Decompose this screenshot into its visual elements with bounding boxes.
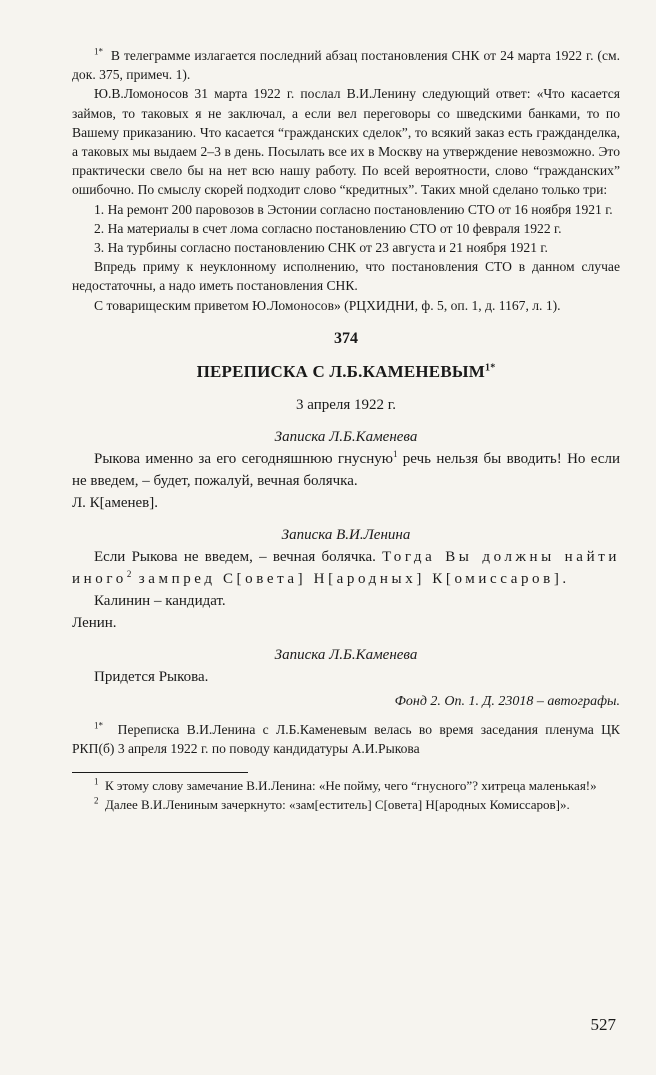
note2-text [72, 546, 620, 590]
footnote-ref-1: 1 [392, 448, 398, 459]
note1-text-b: речь нельзя бы вводить! Но если не введем, – будет, пожалуй, вечная болячка. [72, 450, 620, 489]
footnote-1-mark: 1 [94, 776, 99, 787]
note3-text: Придется Рыкова. [94, 668, 209, 685]
top-note-signature: С товарищеским приветом Ю.Ломоносов» (РЦХИДНИ, ф. 5, оп. 1, д. 1167, л. 1). [94, 297, 561, 313]
note2-text-a: Если Рыкова не введем, – вечная болячка. [94, 548, 383, 565]
top-note-final: Впредь приму к неуклонному исполнению, что постановления СТО в данном случае недостаточны, а надо иметь постановления СНК. [72, 259, 620, 294]
note-text: В телеграмме излагается последний абзац постановления СНК от 24 марта 1922 г. (см. док. 375, примеч. 1). [72, 48, 620, 83]
document-date: 3 апреля 1922 г. [296, 396, 396, 413]
footnote-ref-2: 2 [126, 568, 132, 579]
top-note-item-1: 1. На ремонт 200 паровозов в Эстонии согласно постановлению СТО от 16 ноября 1921 г. [94, 201, 613, 217]
footnote-2-mark: 2 [94, 795, 99, 806]
top-note-item-3: 3. На турбины согласно постановлению СНК от 23 августа и 21 ноября 1921 г. [94, 240, 548, 256]
footnote-1 [72, 777, 620, 796]
title-text: ПЕРЕПИСКА С Л.Б.КАМЕНЕВЫМ [196, 361, 485, 381]
document-number: 374 [334, 329, 358, 347]
footnote-2-text: Далее В.И.Лениным зачеркнуто: «зам[еститель] С[овета] Н[ародных Комиссаров]». [105, 796, 570, 812]
page-number: 527 [590, 1015, 616, 1034]
bottom-note-mark: 1* [94, 720, 103, 731]
note2-heading: Записка В.И.Ленина [281, 526, 411, 543]
archive-source: Фонд 2. Оп. 1. Д. 23018 – автографы. [394, 693, 620, 709]
top-note-paragraph: Ю.В.Ломоносов 31 марта 1922 г. послал В.И.Ленину следующий ответ: «Что касается займов, то таковых я не заключал, а если вел переговоры со шведскими банками, то по Вашему приказанию. Что касается “гражданских сделок”, то всякий заказ есть гражданделка, а таковых мы выдаем 2–3 в день. Посылать все их в Москву на утверждение невозможно. Это практически свело бы на нет всю нашу работу. По всей вероятности, слово “гражданских” ошибочно. По смыслу скорей подходит слово “кредитных”. Таких мной сделано только три: [72, 86, 620, 198]
note2-spaced-b: зампред С[овета] Н[ародных] К[омиссаров]. [131, 570, 570, 587]
note3-heading: Записка Л.Б.Каменева [274, 646, 418, 663]
title-mark: 1* [485, 362, 496, 374]
bottom-note [72, 720, 620, 758]
document-title [72, 360, 620, 384]
top-note-item-2: 2. На материалы в счет лома согласно постановлению СТО от 10 февраля 1922 г. [94, 220, 562, 236]
note1-signature: Л. К[аменев]. [72, 494, 158, 511]
footnote-divider [72, 772, 248, 773]
note2-spaced-a: Тогда Вы должны найти иного [72, 548, 620, 587]
top-note-1 [72, 46, 620, 84]
note1-heading: Записка Л.Б.Каменева [274, 428, 418, 445]
bottom-note-text: Переписка В.И.Ленина с Л.Б.Каменевым велась во время заседания пленума ЦК РКП(б) 3 апреля 1922 г. по поводу кандидатуры А.И.Рыкова [72, 721, 620, 757]
note-mark: 1* [94, 46, 103, 57]
page-content [72, 46, 620, 814]
footnote-2 [72, 796, 620, 815]
note2-signature: Ленин. [72, 614, 117, 631]
note1-text-a: Рыкова именно за его сегодняшнюю гнусную [94, 450, 393, 467]
note1-text [72, 448, 620, 492]
footnote-1-text: К этому слову замечание В.И.Ленина: «Не пойму, чего “гнусного”? хитреца маленькая!» [105, 778, 597, 794]
note2-candidate: Калинин – кандидат. [94, 592, 226, 609]
